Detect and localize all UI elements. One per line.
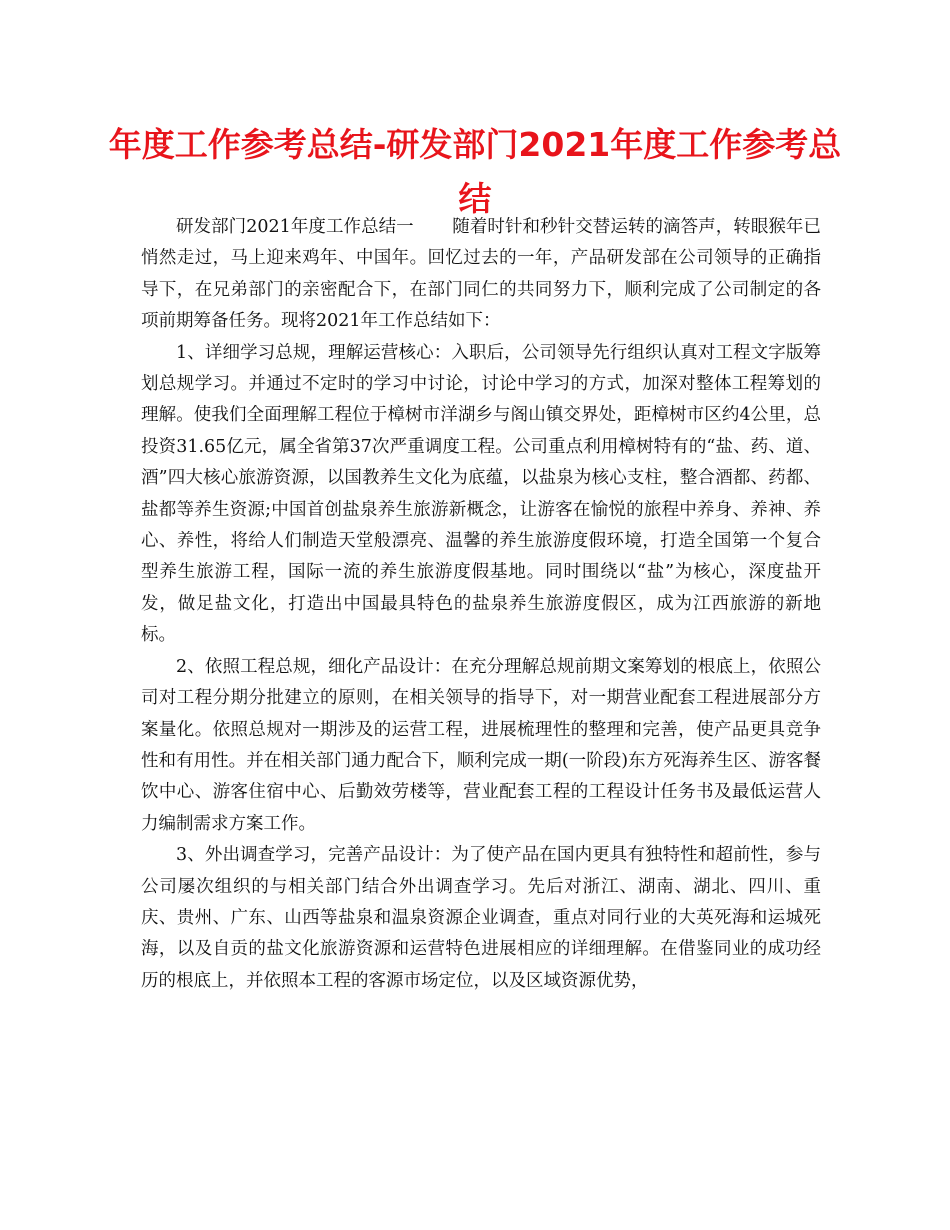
intro-heading: 研发部门2021年度工作总结一 xyxy=(176,217,414,237)
paragraph-3: 3、外出调查学习，完善产品设计：为了使产品在国内更具有独特性和超前性，参与公司屡次组织的与相关部门结合外出调查学习。先后对浙江、湖南、湖北、四川、重庆、贵州、广东、山西等盐泉和温泉资源企业调查，重点对同行业的大英死海和运城死海，以及自贡的盐文化旅游资源和运营特色进展相应的详细理解。在借鉴同业的成功经历的根底上，并依照本工程的客源市场定位，以及区域资源优势， xyxy=(141,845,821,991)
paragraph-1: 1、详细学习总规，理解运营核心：入职后，公司领导先行组织认真对工程文字版筹划总规学习。并通过不定时的学习中讨论，讨论中学习的方式，加深对整体工程筹划的理解。使我们全面理解工程位于樟树市洋湖乡与阁山镇交界处，距樟树市区约4公里，总投资31.65亿元，属全省第37次严重调度工程。公司重点利用樟树特有的“盐、药、道、酒”四大核心旅游资源，以国教养生文化为底蕴，以盐泉为核心支柱，整合酒都、药都、盐都等养生资源;中国首创盐泉养生旅游新概念，让游客在愉悦的旅程中养身、养神、养心、养性，将给人们制造天堂般漂亮、温馨的养生旅游度假环境，打造全国第一个复合型养生旅游工程，国际一流的养生旅游度假基地。同时围绕以“盐”为核心，深度盐开发，做足盐文化，打造出中国最具特色的盐泉养生旅游度假区，成为江西旅游的新地标。 xyxy=(141,342,821,646)
document-body xyxy=(141,212,821,997)
document-title: 年度工作参考总结-研发部门2021年度工作参考总结 xyxy=(108,125,842,218)
paragraph-2: 2、依照工程总规，细化产品设计：在充分理解总规前期文案筹划的根底上，依照公司对工程分期分批建立的原则，在相关领导的指导下，对一期营业配套工程进展部分方案量化。依照总规对一期涉及的运营工程，进展梳理性的整理和完善，使产品更具竞争性和有用性。并在相关部门通力配合下，顺利完成一期(一阶段)东方死海养生区、游客餐饮中心、游客住宿中心、后勤效劳楼等，营业配套工程的工程设计任务书及最低运营人力编制需求方案工作。 xyxy=(141,656,821,834)
paragraph-intro xyxy=(141,212,821,338)
intro-text: 随着时针和秒针交替运转的滴答声，转眼猴年已悄然走过，马上迎来鸡年、中国年。回忆过去的一年，产品研发部在公司领导的正确指导下，在兄弟部门的亲密配合下，在部门同仁的共同努力下，顺利完成了公司制定的各项前期筹备任务。现将2021年工作总结如下： xyxy=(141,217,821,332)
